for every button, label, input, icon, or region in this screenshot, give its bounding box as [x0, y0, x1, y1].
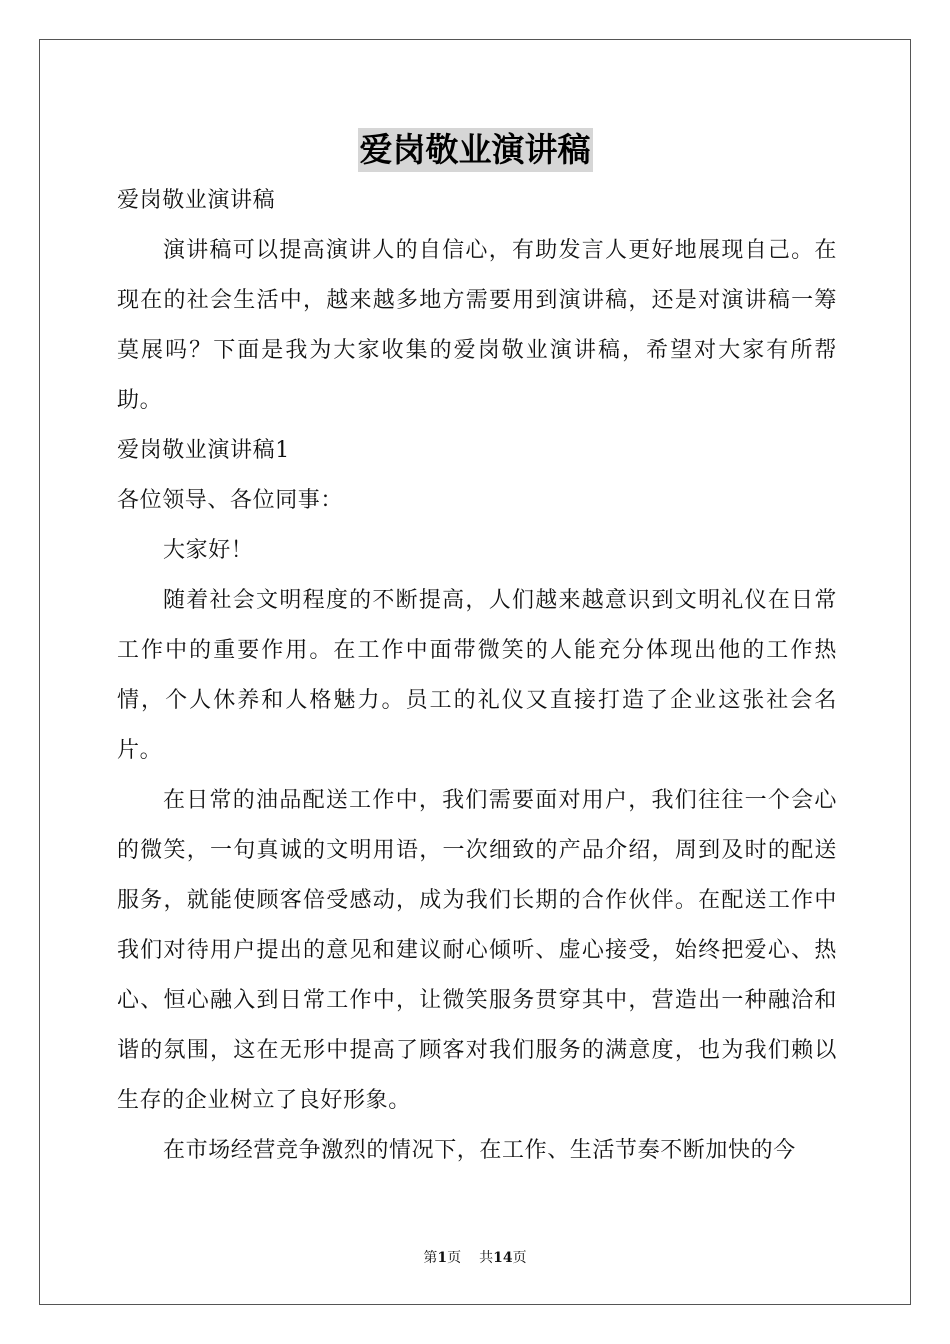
page-footer [0, 1249, 950, 1267]
body-paragraph: 在日常的油品配送工作中，我们需要面对用户，我们往往一个会心的微笑，一句真诚的文明用语，一次细致的产品介绍，周到及时的配送服务，就能使顾客倍受感动，成为我们长期的合作伙伴。在配送工作中我们对待用户提出的意见和建议耐心倾听、虚心接受，始终把爱心、热心、恒心融入到日常工作中，让微笑服务贯穿其中，营造出一种融洽和谐的氛围，这在无形中提高了顾客对我们服务的满意度，也为我们赖以生存的企业树立了良好形象。 [117, 788, 837, 1113]
salutation: 各位领导、各位同事： [117, 488, 344, 513]
total-prefix: 共 [479, 1250, 494, 1266]
document-body [117, 176, 837, 1176]
total-pages: 14 [493, 1250, 513, 1266]
body-paragraph: 随着社会文明程度的不断提高，人们越来越意识到文明礼仪在日常工作中的重要作用。在工作中面带微笑的人能充分体现出他的工作热情，个人休养和人格魅力。员工的礼仪又直接打造了企业这张社会名片。 [117, 588, 837, 763]
page-prefix: 第 [423, 1250, 438, 1266]
document-subtitle: 爱岗敬业演讲稿 [117, 188, 276, 213]
intro-paragraph: 演讲稿可以提高演讲人的自信心，有助发言人更好地展现自己。在现在的社会生活中，越来越多地方需要用到演讲稿，还是对演讲稿一筹莫展吗？下面是我为大家收集的爱岗敬业演讲稿，希望对大家有所帮助。 [117, 238, 837, 413]
greeting: 大家好！ [163, 538, 254, 563]
title-container [0, 128, 950, 172]
section-heading: 爱岗敬业演讲稿1 [117, 438, 290, 463]
page-suffix: 页 [447, 1250, 462, 1266]
total-suffix: 页 [512, 1250, 527, 1266]
page-number: 1 [437, 1250, 448, 1266]
body-paragraph: 在市场经营竞争激烈的情况下，在工作、生活节奏不断加快的今 [163, 1138, 796, 1163]
document-title: 爱岗敬业演讲稿 [358, 128, 593, 172]
